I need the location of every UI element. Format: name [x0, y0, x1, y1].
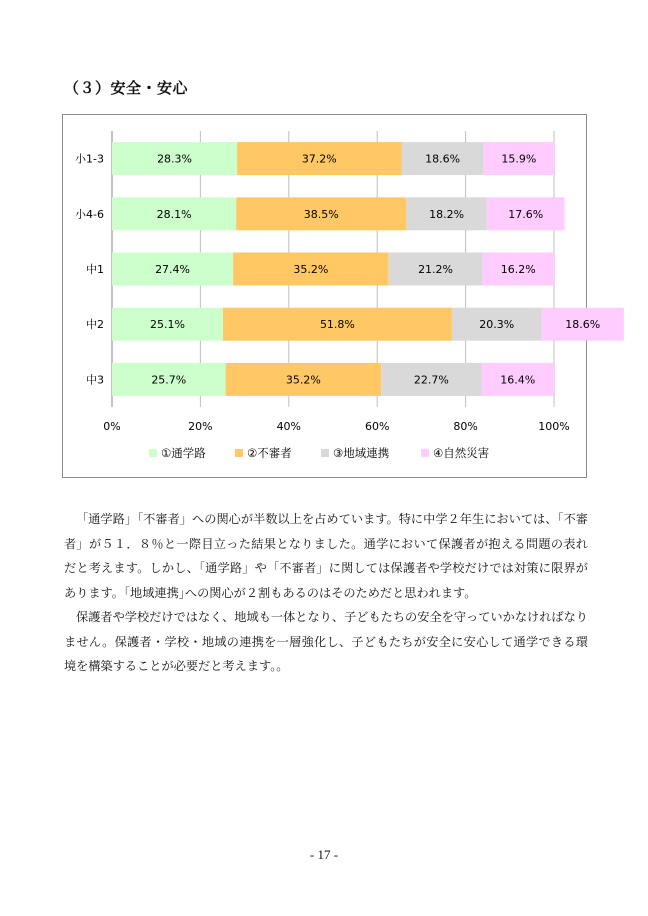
- data-label: 27.4%: [155, 263, 191, 276]
- stacked-bar-chart: [63, 115, 601, 479]
- x-tick-label: 60%: [364, 420, 390, 433]
- legend-swatch: [149, 449, 157, 457]
- data-label: 51.8%: [319, 318, 355, 332]
- data-label: 38.5%: [303, 207, 339, 221]
- legend-label: ③地域連携: [333, 446, 390, 460]
- data-label: 35.2%: [285, 373, 321, 387]
- data-label: 17.6%: [508, 207, 544, 221]
- data-label: 21.2%: [418, 263, 454, 276]
- legend-label: ①通学路: [161, 446, 206, 460]
- data-label: 37.2%: [301, 152, 337, 166]
- chart-frame: [62, 114, 601, 478]
- data-label: 28.3%: [157, 152, 193, 166]
- legend-swatch: [321, 449, 329, 457]
- page-number: - 17 -: [309, 847, 339, 862]
- legend-swatch: [421, 449, 429, 457]
- data-label: 18.6%: [425, 152, 461, 166]
- data-label: 25.7%: [151, 373, 187, 387]
- category-label: 中1: [86, 263, 104, 276]
- x-tick-label: 20%: [188, 420, 213, 433]
- data-label: 16.4%: [500, 373, 536, 387]
- data-label: 18.2%: [429, 207, 465, 221]
- data-label: 25.1%: [149, 318, 185, 332]
- legend-label: ②不審者: [247, 446, 292, 460]
- data-label: 18.6%: [565, 318, 601, 332]
- x-tick-label: 0%: [103, 420, 121, 433]
- body-text: [64, 507, 588, 679]
- data-label: 35.2%: [293, 263, 329, 276]
- category-label: 中3: [86, 373, 104, 387]
- data-label: 15.9%: [501, 152, 537, 166]
- data-label: 22.7%: [413, 373, 449, 387]
- legend-swatch: [235, 449, 243, 457]
- x-tick-label: 80%: [453, 420, 478, 433]
- category-label: 小1-3: [75, 152, 104, 166]
- x-tick-label: 100%: [538, 420, 570, 433]
- category-label: 中2: [86, 318, 104, 332]
- x-tick-label: 40%: [276, 420, 302, 433]
- data-label: 28.1%: [156, 207, 192, 221]
- paragraph-1: 「通学路」「不審者」への関心が半数以上を占めています。特に中学２年生においては、「不審者」が５１．８％と一際目立った結果となりました。通学において保護者が抱える問題の表れだと考えます。しかし、「通学路」や「不審者」に関しては保護者や学校だけでは対策に限界があります。｢地域連携｣への関心が２割もあるのはそのためだと思われます。: [64, 512, 588, 600]
- paragraph-2: 保護者や学校だけではなく、地域も一体となり、子どもたちの安全を守っていかなければなりません。保護者・学校・地域の連携を一層強化し、子どもたちが安全に安心して通学できる環境を構築することが必要だと考えます。。: [64, 610, 588, 673]
- data-label: 16.2%: [500, 263, 536, 276]
- legend-label: ④自然災害: [433, 446, 490, 460]
- category-label: 小4-6: [75, 207, 104, 221]
- section-heading: （３）安全・安心: [64, 79, 189, 97]
- data-label: 20.3%: [479, 318, 515, 332]
